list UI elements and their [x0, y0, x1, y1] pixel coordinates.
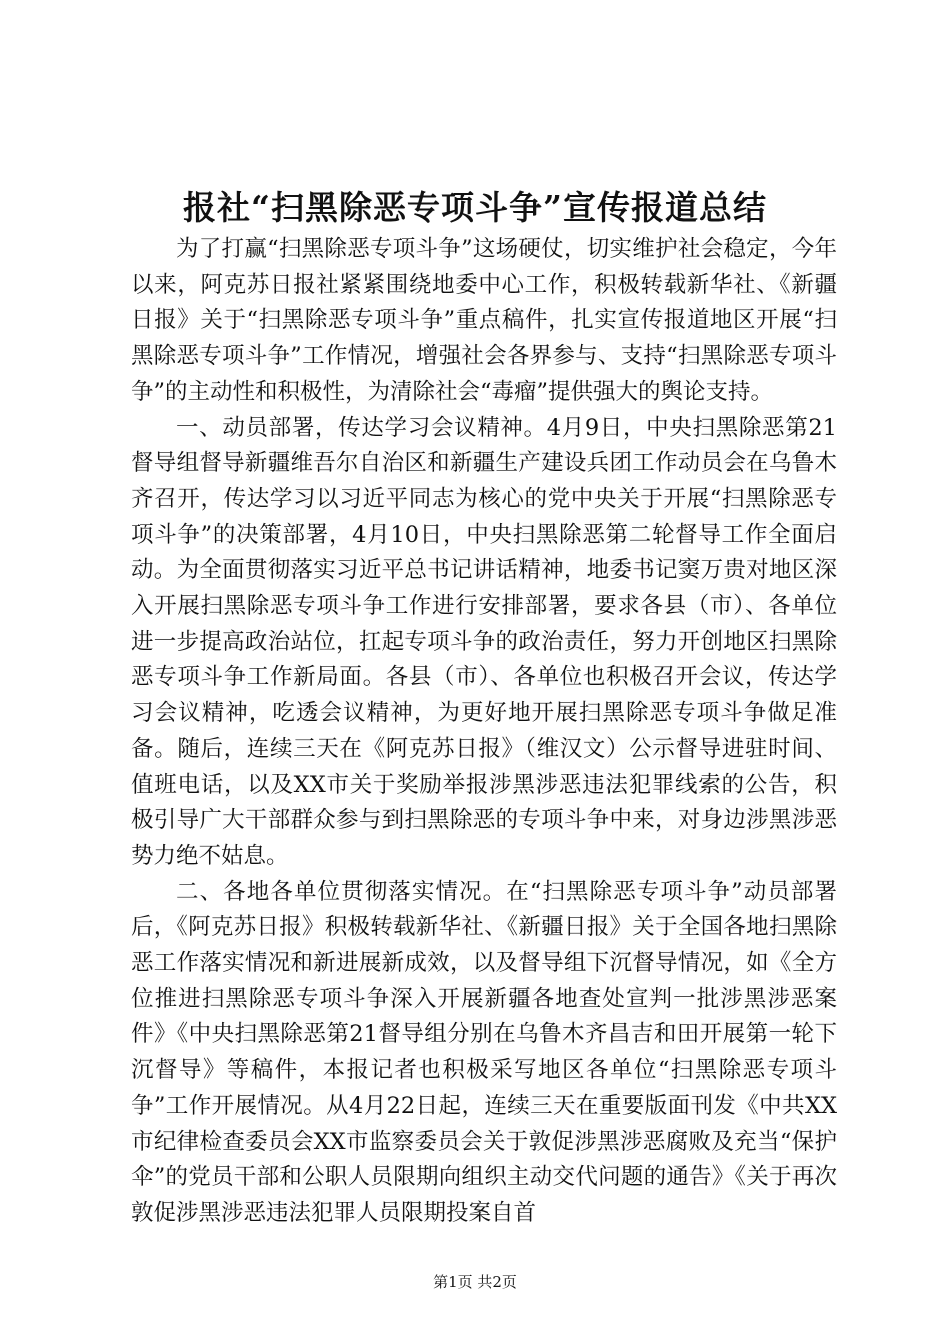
page-footer: 第1页 共2页: [433, 1273, 517, 1291]
document-title: 报社“扫黑除恶专项斗争”宣传报道总结: [183, 188, 767, 227]
paragraph-section-two: 二、各地各单位贯彻落实情况。在“扫黑除恶专项斗争”动员部署后，《阿克苏日报》积极转载新华社、《新疆日报》关于全国各地扫黑除恶工作落实情况和新进展新成效，以及督导组下沉督导情况，如《全方位推进扫黑除恶专项斗争深入开展新疆各地查处宣判一批涉黑涉恶案件》《中央扫黑除恶第21督导组分别在乌鲁木齐昌吉和田开展第一轮下沉督导》等稿件，本报记者也积极采写地区各单位“扫黑除恶专项斗争”工作开展情况。从4月22日起，连续三天在重要版面刊发《中共XX市纪律检查委员会XX市监察委员会关于敦促涉黑涉恶腐败及充当“保护伞”的党员干部和公职人员限期向组织主动交代问题的通告》《关于再次敦促涉黑涉恶违法犯罪人员限期投案自首: [131, 878, 837, 1226]
document-body: [131, 232, 837, 1232]
paragraph-intro: 为了打赢“扫黑除恶专项斗争”这场硬仗，切实维护社会稳定，今年以来，阿克苏日报社紧紧围绕地委中心工作，积极转载新华社、《新疆日报》关于“扫黑除恶专项斗争”重点稿件，扎实宣传报道地区开展“扫黑除恶专项斗争”工作情况，增强社会各界参与、支持“扫黑除恶专项斗争”的主动性和积极性，为清除社会“毒瘤”提供强大的舆论支持。: [131, 236, 837, 405]
paragraph-section-one: 一、动员部署，传达学习会议精神。4月9日，中央扫黑除恶第21督导组督导新疆维吾尔自治区和新疆生产建设兵团工作动员会在乌鲁木齐召开，传达学习以习近平同志为核心的党中央关于开展“扫黑除恶专项斗争”的决策部署，4月10日，中央扫黑除恶第二轮督导工作全面启动。为全面贯彻落实习近平总书记讲话精神，地委书记窦万贵对地区深入开展扫黑除恶专项斗争工作进行安排部署，要求各县（市）、各单位进一步提高政治站位，扛起专项斗争的政治责任，努力开创地区扫黑除恶专项斗争工作新局面。各县（市）、各单位也积极召开会议，传达学习会议精神，吃透会议精神，为更好地开展扫黑除恶专项斗争做足准备。随后，连续三天在《阿克苏日报》（维汉文）公示督导进驻时间、值班电话，以及XX市关于奖励举报涉黑涉恶违法犯罪线索的公告，积极引导广大干部群众参与到扫黑除恶的专项斗争中来，对身边涉黑涉恶势力绝不姑息。: [131, 414, 837, 869]
